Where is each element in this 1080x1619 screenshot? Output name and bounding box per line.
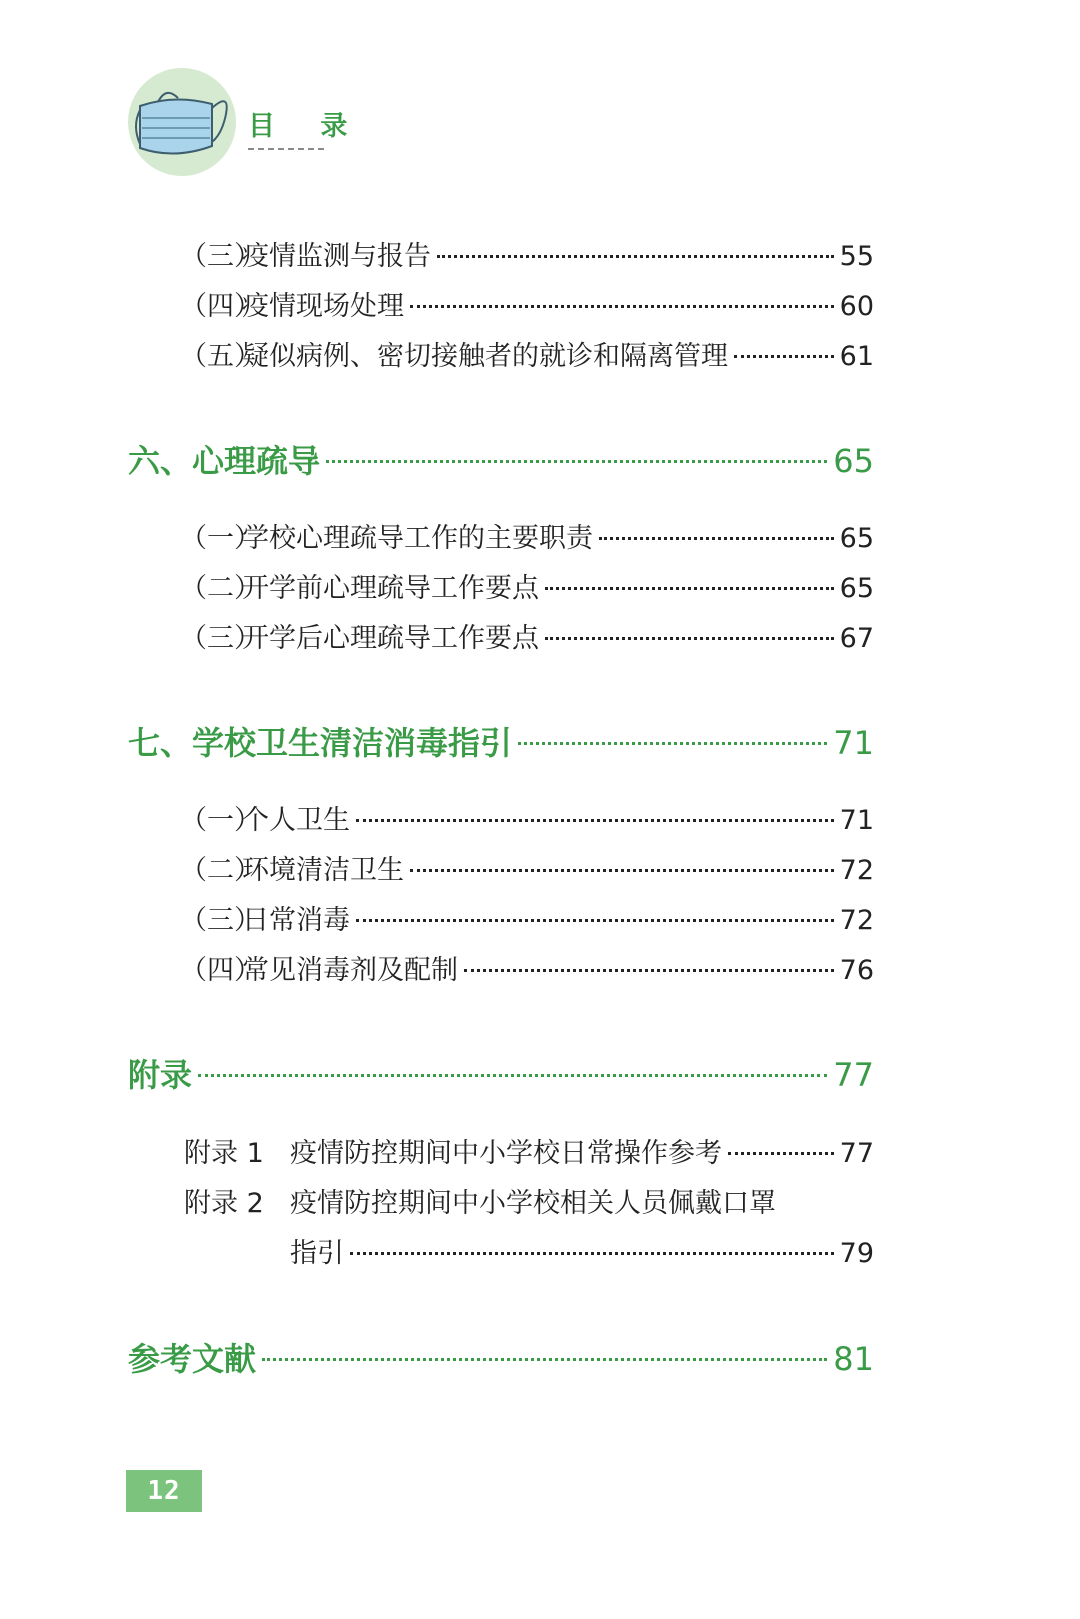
entry-title: 疑似病例、密切接触者的就诊和隔离管理	[242, 341, 728, 372]
entry-title: 常见消毒剂及配制	[242, 955, 458, 986]
entry-page: 71	[839, 805, 874, 836]
entry-title: 环境清洁卫生	[242, 855, 404, 886]
dot-leader	[599, 537, 834, 540]
entry-page: 79	[839, 1238, 874, 1269]
entry-title: 疫情防控期间中小学校日常操作参考	[290, 1138, 722, 1169]
entry-page: 67	[839, 623, 874, 654]
toc-entry-7-1[interactable]	[180, 798, 874, 837]
toc-entry-6-2[interactable]	[180, 566, 874, 605]
entry-page: 65	[839, 523, 874, 554]
section-page: 71	[833, 724, 874, 762]
dot-leader	[262, 1358, 827, 1361]
section-title: 参考文献	[128, 1340, 257, 1378]
entry-number: （三）	[180, 241, 261, 272]
entry-number: （四）	[180, 955, 261, 986]
dot-leader	[356, 919, 834, 922]
entry-number: （四）	[180, 291, 261, 322]
entry-number: 附录 1	[184, 1138, 264, 1169]
dot-leader	[518, 742, 827, 745]
toc-entry-6-1[interactable]	[180, 516, 874, 555]
entry-page: 72	[839, 855, 874, 886]
toc-entry-5-3[interactable]	[180, 234, 874, 273]
dot-leader	[198, 1074, 827, 1077]
toc-entry-7-3[interactable]	[180, 898, 874, 937]
dot-leader	[410, 305, 834, 308]
section-page: 81	[833, 1340, 874, 1378]
dot-leader	[734, 355, 834, 358]
entry-page: 72	[839, 905, 874, 936]
entry-number: （三）	[180, 623, 261, 654]
dot-leader	[437, 255, 834, 258]
dot-leader	[356, 819, 834, 822]
entry-title: 疫情防控期间中小学校相关人员佩戴口罩	[290, 1188, 776, 1219]
entry-page: 61	[839, 341, 874, 372]
entry-title: 疫情监测与报告	[242, 241, 431, 272]
section-title: 附录	[128, 1056, 193, 1094]
entry-number: （一）	[180, 805, 261, 836]
entry-title: 开学前心理疏导工作要点	[242, 573, 539, 604]
dot-leader	[410, 869, 834, 872]
toc-entry-7-4[interactable]	[180, 948, 874, 987]
entry-number: （五）	[180, 341, 261, 372]
entry-page: 55	[839, 241, 874, 272]
title-underline	[248, 148, 324, 150]
entry-title: 学校心理疏导工作的主要职责	[242, 523, 593, 554]
entry-title: 日常消毒	[242, 905, 350, 936]
section-page: 65	[833, 442, 874, 480]
page-number-badge: 12	[126, 1470, 202, 1512]
entry-page: 65	[839, 573, 874, 604]
entry-title: 疫情现场处理	[242, 291, 404, 322]
section-title: 七、学校卫生清洁消毒指引	[128, 724, 513, 762]
dot-leader	[464, 969, 834, 972]
toc-entry-5-4[interactable]	[180, 284, 874, 323]
entry-number: （三）	[180, 905, 261, 936]
dot-leader	[728, 1152, 834, 1155]
entry-number: （二）	[180, 573, 261, 604]
dot-leader	[545, 587, 834, 590]
toc-entry-7-2[interactable]	[180, 848, 874, 887]
toc-entry-6-3[interactable]	[180, 616, 874, 655]
header-circle	[128, 68, 236, 176]
face-mask-icon	[128, 68, 258, 176]
section-page: 77	[833, 1056, 874, 1094]
toc-section-appendix[interactable]	[128, 1050, 874, 1096]
toc-entry-appendix-1[interactable]	[184, 1131, 874, 1170]
entry-page: 76	[839, 955, 874, 986]
entry-title-continuation: 指引	[290, 1238, 344, 1269]
entry-page: 60	[839, 291, 874, 322]
dot-leader	[545, 637, 834, 640]
entry-title: 个人卫生	[242, 805, 350, 836]
toc-section-6[interactable]	[128, 436, 874, 482]
toc-header	[128, 68, 366, 176]
entry-page: 77	[839, 1138, 874, 1169]
toc-section-7[interactable]	[128, 718, 874, 764]
toc-title: 目 录	[248, 111, 366, 142]
toc-entry-appendix-2-continued[interactable]	[290, 1231, 874, 1270]
section-title: 六、心理疏导	[128, 442, 321, 480]
dot-leader	[326, 460, 827, 463]
dot-leader	[350, 1252, 834, 1255]
entry-number: （二）	[180, 855, 261, 886]
toc-entry-5-5[interactable]	[180, 334, 874, 373]
entry-number: 附录 2	[184, 1188, 264, 1219]
entry-title: 开学后心理疏导工作要点	[242, 623, 539, 654]
entry-number: （一）	[180, 523, 261, 554]
toc-section-references[interactable]	[128, 1334, 874, 1380]
toc-entry-appendix-2[interactable]	[184, 1181, 874, 1220]
